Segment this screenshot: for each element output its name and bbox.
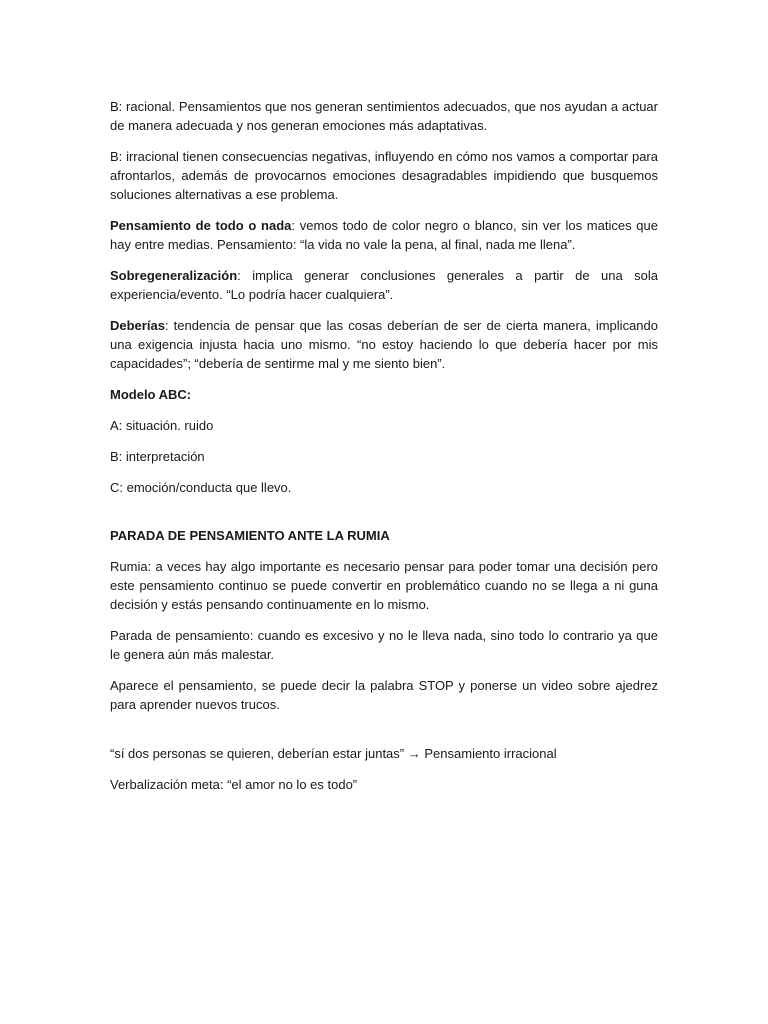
paragraph-rational-b: B: racional. Pensamientos que nos generan sentimientos adecuados, que nos ayudan a actuar de manera adecuada y nos generan emociones más adaptativas. [110,99,658,133]
goal-verbalization: Verbalización meta: “el amor no lo es todo” [110,777,358,792]
model-abc-heading: Modelo ABC: [110,387,192,402]
paragraph-rumination: Rumia: a veces hay algo importante es necesario pensar para poder tomar una decisión pero este pensamiento continuo se puede convertir en problemático cuando no se llega a ni guna decisión y estás pensando continuamente en lo mismo. [110,559,658,612]
section-heading: PARADA DE PENSAMIENTO ANTE LA RUMIA [110,528,390,543]
paragraph-thought-stopping: Parada de pensamiento: cuando es excesivo y no le lleva nada, sino todo lo contrario ya que le genera aún más malestar. [110,628,658,662]
quote-text: “sí dos personas se quieren, deberían estar juntas” [110,746,405,761]
term-overgeneralization: Sobregeneralización [110,268,238,283]
definition-overgeneralization: : implica generar conclusiones generales a partir de una sola experiencia/evento. “Lo podría hacer cualquiera”. [110,268,658,302]
paragraph-irrational-b: B: irracional tienen consecuencias negativas, influyendo en cómo nos vamos a comportar para afrontarlos, además de provocarnos emociones desagradables impidiendo que busquemos soluciones alternativas a ese problema. [110,149,658,202]
paragraph-shoulds [110,316,658,373]
blank-line [110,509,658,526]
definition-all-or-nothing: : vemos todo de color negro o blanco, sin ver los matices que hay entre medias. Pensamiento: “la vida no vale la pena, al final, nada me llena”. [110,218,658,252]
blank-line [110,726,658,744]
term-all-or-nothing: Pensamiento de todo o nada [110,218,292,233]
abc-item-a: A: situación. ruido [110,418,214,433]
abc-item-c: C: emoción/conducta que llevo. [110,480,292,495]
arrow-right-icon: → [407,746,421,761]
document-body [110,97,658,806]
quote-label: Pensamiento irracional [424,746,557,761]
irrational-thought-example [110,744,658,763]
paragraph-all-or-nothing [110,216,658,254]
definition-shoulds: : tendencia de pensar que las cosas deberían de ser de cierta manera, implicando una exigencia injusta hacia uno mismo. “no estoy haciendo lo que debería hacer por mis capacidades”; “debería de sentirme mal y me siento bien”. [110,318,658,371]
paragraph-overgeneralization [110,266,658,304]
paragraph-stop-technique: Aparece el pensamiento, se puede decir la palabra STOP y ponerse un video sobre ajedrez para aprender nuevos trucos. [110,678,658,712]
abc-item-b: B: interpretación [110,449,205,464]
term-shoulds: Deberías [110,318,165,333]
